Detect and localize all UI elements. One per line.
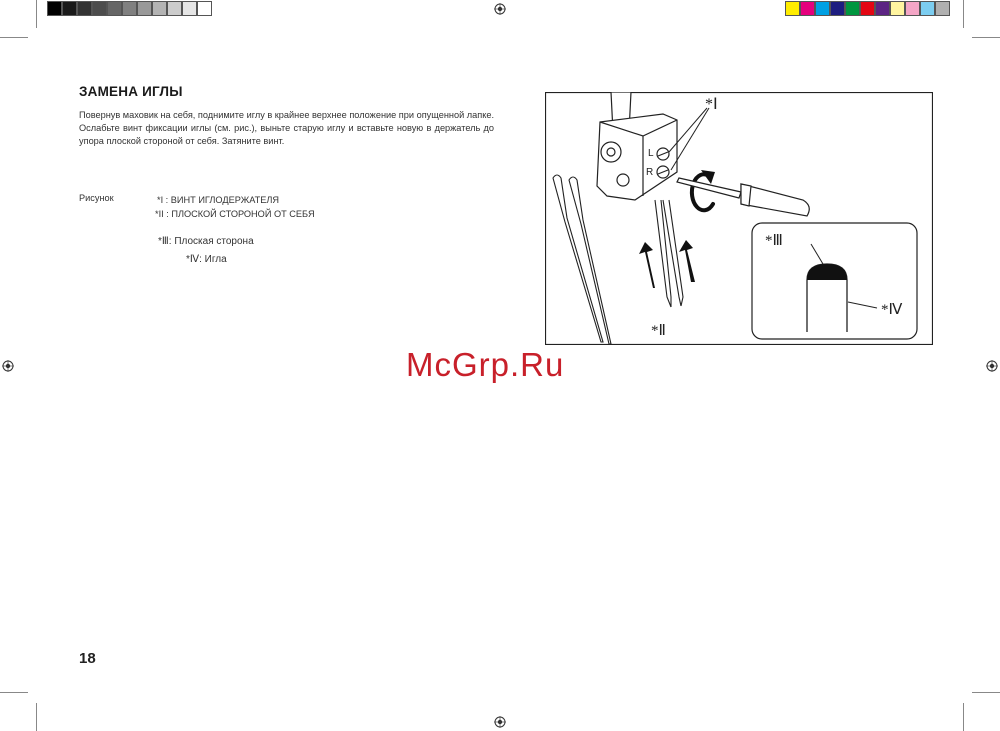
color-swatch (830, 1, 845, 16)
figure-label: Рисунок (79, 193, 114, 203)
mark-r: R (646, 167, 654, 178)
needle-detail-inset (752, 223, 917, 339)
color-swatch (800, 1, 815, 16)
color-swatch (122, 1, 137, 16)
crop-mark (963, 703, 964, 731)
callout-1: *Ⅰ (705, 96, 718, 113)
color-swatch (152, 1, 167, 16)
color-swatch (92, 1, 107, 16)
color-swatch (815, 1, 830, 16)
crop-mark (36, 703, 37, 731)
color-swatch (935, 1, 950, 16)
color-swatch (137, 1, 152, 16)
color-swatch (890, 1, 905, 16)
color-swatch (875, 1, 890, 16)
color-swatch (785, 1, 800, 16)
page-title: ЗАМЕНА ИГЛЫ (79, 84, 183, 99)
registration-mark-icon (494, 3, 506, 15)
crop-mark (36, 0, 37, 28)
watermark: McGrp.Ru (406, 346, 565, 383)
mark-l: L (648, 148, 654, 159)
legend-item: *Ⅳ: Игла (186, 254, 227, 265)
crop-mark (972, 692, 1000, 693)
crop-mark (972, 37, 1000, 38)
color-swatch (107, 1, 122, 16)
legend-item: *I : ВИНТ ИГЛОДЕРЖАТЕЛЯ (157, 195, 280, 205)
color-swatch (860, 1, 875, 16)
legend-item: *Ⅲ: Плоская сторона (158, 236, 254, 247)
color-swatch (182, 1, 197, 16)
color-swatch (845, 1, 860, 16)
registration-mark-icon (494, 716, 506, 728)
color-swatch (167, 1, 182, 16)
legend-item: *II : ПЛОСКОЙ СТОРОНОЙ ОТ СЕБЯ (155, 209, 315, 219)
callout-3: *Ⅲ (765, 233, 783, 249)
callout-2: *Ⅱ (651, 323, 666, 339)
color-swatch (47, 1, 62, 16)
registration-mark-icon (2, 360, 14, 372)
crop-mark (0, 692, 28, 693)
instructions-paragraph: Повернув маховик на себя, поднимите иглу в крайнее верхнее положение при опущенной лапке. Ослабьте винт фиксации иглы (см. рис.), выньте старую иглу и вставьте новую в держатель до упора плоской стороной от себя. Затяните винт. (79, 110, 494, 146)
color-swatch (905, 1, 920, 16)
color-swatch (920, 1, 935, 16)
page-number: 18 (79, 650, 96, 667)
process-color-bar (785, 1, 950, 16)
needle-replacement-diagram (545, 92, 933, 345)
callout-4: *Ⅳ (881, 302, 903, 318)
color-swatch (77, 1, 92, 16)
registration-mark-icon (986, 360, 998, 372)
grayscale-color-bar (47, 1, 212, 16)
crop-mark (0, 37, 28, 38)
color-swatch (62, 1, 77, 16)
color-swatch (197, 1, 212, 16)
crop-mark (963, 0, 964, 28)
